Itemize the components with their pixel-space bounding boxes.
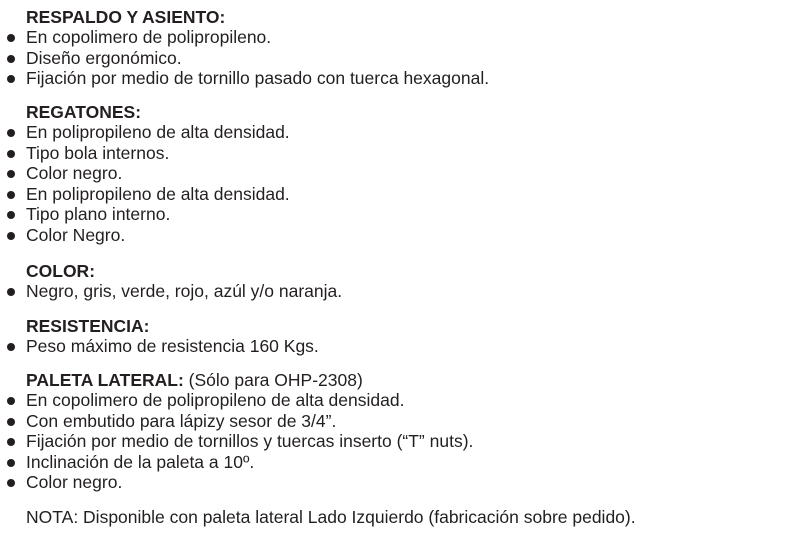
list-item [0,390,791,411]
list-item-text: Fijación por medio de tornillos y tuercas inserto (“T” nuts). [26,431,474,451]
list-item [0,336,791,357]
section-title: RESPALDO Y ASIENTO: [26,7,226,27]
list-item [0,122,791,143]
list-item-text: Color negro. [26,163,123,183]
list-item-text: Inclinación de la paleta a 10º. [26,451,255,472]
section-title [26,371,791,390]
bullet-icon [7,232,15,240]
section-color [0,262,791,302]
section-paleta-lateral [0,371,791,493]
list-item [0,281,791,302]
bullet-icon [7,55,15,63]
section-title-note: (Sólo para OHP-2308) [183,370,363,390]
bullet-icon [7,211,15,219]
list-item-text: En copolimero de polipropileno de alta densidad. [26,390,405,410]
list-item-text: En polipropileno de alta densidad. [26,183,290,204]
list-item-text: Con embutido para lápizy sesor de 3/4”. [26,410,337,431]
section-respaldo-asiento [0,8,791,89]
bullet-list [0,390,791,493]
list-item-text: Tipo bola internos. [26,142,170,163]
list-item [0,431,791,452]
list-item-text: Fijación por medio de tornillo pasado con tuerca hexagonal. [26,68,490,88]
bullet-list [0,281,791,302]
list-item-text: Color Negro. [26,224,126,245]
list-item [0,411,791,432]
note-paragraph: NOTA: Disponible con paleta lateral Lado Izquierdo (fabricación sobre pedido). [26,507,636,527]
bullet-icon [7,343,15,351]
list-item [0,225,791,246]
bullet-icon [7,438,15,446]
section-resistencia [0,317,791,357]
bullet-list [0,122,791,245]
section-title: COLOR: [26,261,96,281]
section-title: RESISTENCIA: [26,316,150,336]
bullet-icon [7,479,15,487]
section-title-main: PALETA LATERAL: [26,370,184,390]
list-item [0,68,791,89]
bullet-icon [7,75,15,83]
section-title: REGATONES: [26,102,142,122]
list-item-text: Negro, gris, verde, rojo, azúl y/o naranja. [26,281,343,301]
bullet-icon [7,191,15,199]
list-item [0,184,791,205]
bullet-icon [7,150,15,158]
bullet-icon [7,397,15,405]
bullet-icon [7,129,15,137]
list-item-text: En copolimero de polipropileno. [26,27,272,47]
list-item [0,163,791,184]
bullet-icon [7,288,15,296]
list-item [0,48,791,69]
list-item [0,204,791,225]
list-item-text: Color negro. [26,472,123,492]
list-item-text: En polipropileno de alta densidad. [26,122,290,142]
list-item [0,472,791,493]
list-item-text: Peso máximo de resistencia 160 Kgs. [26,336,319,356]
bullet-list [0,27,791,89]
bullet-icon [7,459,15,467]
list-item [0,27,791,48]
bullet-icon [7,170,15,178]
list-item [0,452,791,473]
list-item-text: Diseño ergonómico. [26,47,182,68]
bullet-icon [7,34,15,42]
list-item [0,143,791,164]
section-regatones [0,103,791,245]
bullet-list [0,336,791,357]
bullet-icon [7,418,15,426]
list-item-text: Tipo plano interno. [26,204,171,224]
